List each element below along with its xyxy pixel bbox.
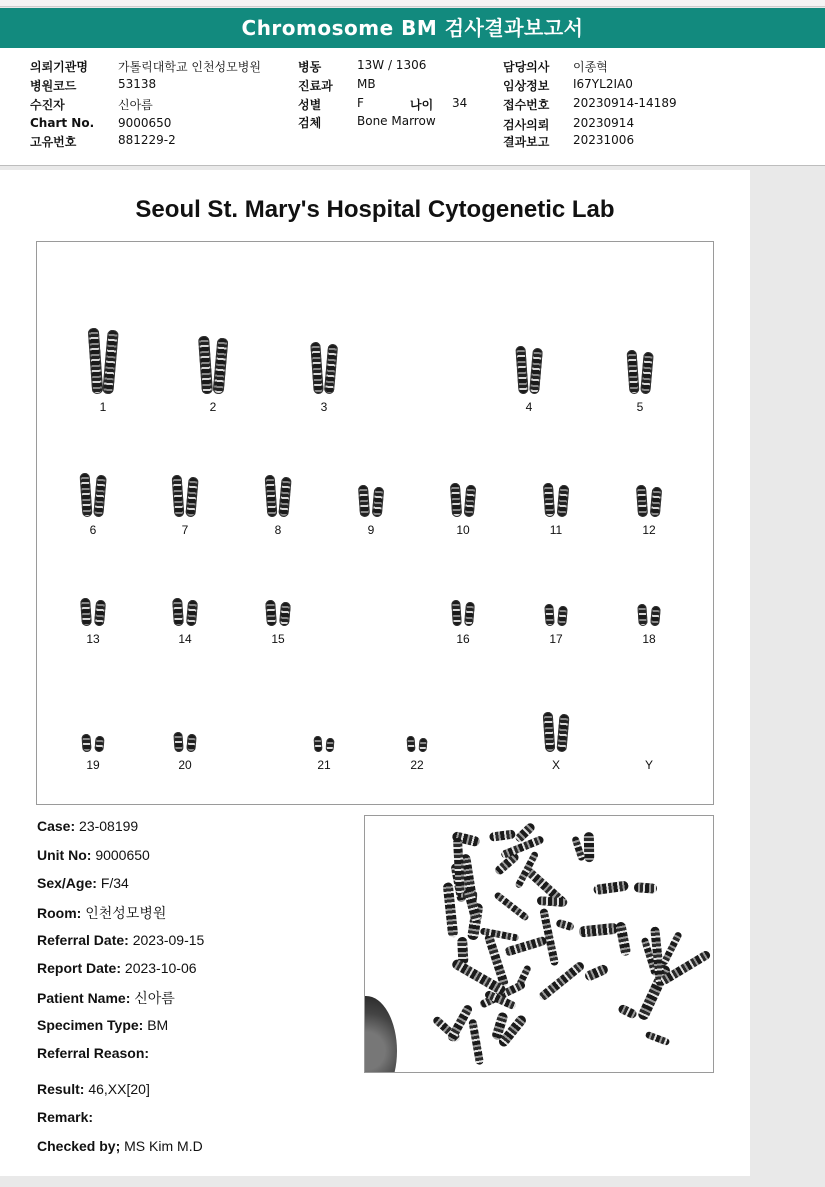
chromosome-18	[619, 604, 679, 646]
chromosome-label: 18	[642, 632, 656, 646]
detail-label: Specimen Type:	[37, 1017, 144, 1033]
chromatid-bar	[324, 344, 338, 395]
chromosome-label: 19	[86, 758, 100, 772]
lab-title: Seoul St. Mary's Hospital Cytogenetic Lab	[135, 196, 615, 223]
chromatid-bar	[310, 342, 324, 395]
top-border	[0, 0, 825, 7]
detail-label: Checked by;	[37, 1138, 121, 1154]
info-value: 9000650	[118, 116, 172, 130]
chromatid-bar	[543, 483, 555, 518]
chromosome-label: 22	[410, 758, 424, 772]
chromatid-bar	[186, 734, 197, 753]
chromosome-label: 20	[178, 758, 192, 772]
chromatid-bar	[102, 330, 119, 395]
detail-label: Unit No:	[37, 847, 92, 863]
metaphase-chromosome	[493, 891, 530, 922]
chromosome-label: 15	[271, 632, 285, 646]
chromatid-bar	[640, 352, 654, 395]
chromatid-bar	[313, 736, 322, 753]
chromatid-bar	[265, 475, 278, 518]
chromosome-17	[526, 604, 586, 646]
info-value: 53138	[118, 77, 157, 91]
info-value: 20230914-14189	[573, 96, 677, 110]
info-label: 병원코드	[30, 79, 77, 93]
chromatid-bar	[173, 732, 183, 753]
detail-label: Referral Date:	[37, 932, 129, 948]
detail-value: 2023-10-06	[124, 960, 197, 976]
info-value: I67YL2IA0	[573, 77, 633, 91]
chromatid-bar	[278, 477, 291, 518]
report-date-row	[37, 960, 197, 976]
chromosome-3	[294, 342, 354, 414]
nucleus-image	[364, 996, 397, 1073]
chromosome-1	[73, 328, 133, 414]
chromosome-label: 17	[549, 632, 563, 646]
chromatid-bar	[172, 475, 185, 518]
chromosome-label: 14	[178, 632, 192, 646]
patient-name-row	[37, 988, 175, 1008]
detail-value: F/34	[100, 875, 129, 891]
info-value: Bone Marrow	[357, 114, 436, 128]
chromosome-label: 16	[456, 632, 470, 646]
detail-label: Report Date:	[37, 960, 122, 976]
info-value: 20230914	[573, 116, 635, 130]
metaphase-chromosome	[579, 923, 619, 938]
chromosome-8	[248, 475, 308, 537]
info-label: 고유번호	[30, 135, 77, 149]
chromosome-22	[387, 736, 447, 772]
metaphase-chromosome	[538, 961, 586, 1002]
detail-value: BM	[147, 1017, 169, 1033]
chromosome-2	[183, 336, 243, 414]
metaphase-chromosome	[644, 1030, 670, 1046]
chromosome-16	[433, 600, 493, 646]
chromatid-bar	[557, 485, 570, 518]
checked-by-row	[37, 1138, 203, 1154]
info-value: 20231006	[573, 133, 635, 147]
metaphase-chromosome	[583, 963, 609, 982]
metaphase-chromosome	[584, 832, 595, 862]
info-label: 나이	[410, 98, 434, 112]
info-value: F	[357, 96, 364, 110]
chromatid-bar	[543, 712, 556, 753]
detail-value: 9000650	[95, 847, 150, 863]
chromosome-6	[63, 473, 123, 537]
detail-value: 신아름	[134, 990, 175, 1006]
chromosome-14	[155, 598, 215, 646]
info-value: 881229-2	[118, 133, 176, 147]
metaphase-chromosome	[617, 1004, 638, 1020]
patient-info-panel	[0, 48, 825, 166]
chromatid-bar	[372, 487, 385, 518]
detail-label: Result:	[37, 1081, 85, 1097]
chromatid-bar	[418, 738, 427, 753]
info-label: 담당의사	[503, 60, 550, 74]
detail-value: MS Kim M.D	[124, 1138, 203, 1154]
chromosome-label: 3	[320, 400, 328, 414]
chromatid-bar	[265, 600, 277, 627]
chromatid-bar	[198, 336, 213, 395]
metaphase-chromosome	[537, 896, 566, 907]
karyogram-panel	[36, 241, 714, 805]
specimen-type-row	[37, 1017, 168, 1033]
metaphase-chromosome	[615, 921, 631, 957]
chromatid-bar	[464, 485, 477, 518]
chromosome-label: X	[551, 758, 560, 772]
detail-value: 인천성모병원	[85, 905, 167, 921]
chromosome-label: 12	[642, 523, 656, 537]
chromatid-bar	[79, 473, 92, 518]
chromosome-label: 9	[367, 523, 375, 537]
chromosome-13	[63, 598, 123, 646]
chromosome-19	[63, 734, 123, 772]
info-label: 의뢰기관명	[30, 60, 88, 74]
chromosome-7	[155, 475, 215, 537]
info-label: 성별	[298, 98, 322, 112]
chromatid-bar	[88, 328, 104, 395]
chromatid-bar	[529, 348, 543, 395]
info-label: 결과보고	[503, 135, 550, 149]
chromosome-x	[526, 712, 586, 772]
chromosome-label: 8	[274, 523, 282, 537]
metaphase-chromosome	[634, 882, 658, 894]
detail-value: 2023-09-15	[132, 932, 205, 948]
chromosome-label: 10	[456, 523, 470, 537]
chromosome-5	[610, 350, 670, 414]
info-value: 13W / 1306	[357, 58, 427, 72]
detail-label: Sex/Age:	[37, 875, 97, 891]
detail-label: Remark:	[37, 1109, 94, 1125]
chromatid-bar	[80, 598, 92, 627]
chromatid-bar	[636, 485, 648, 518]
chromatid-bar	[325, 738, 334, 753]
chromosome-4	[499, 346, 559, 414]
chromosome-12	[619, 485, 679, 537]
chromatid-bar	[406, 736, 415, 753]
chromatid-bar	[515, 346, 528, 395]
chromatid-bar	[626, 350, 639, 395]
info-label: 검체	[298, 116, 322, 130]
chromatid-bar	[557, 606, 568, 627]
detail-value: 23-08199	[79, 818, 139, 834]
metaphase-chromosome	[660, 931, 683, 967]
detail-label: Patient Name:	[37, 990, 131, 1006]
metaphase-chromosome	[594, 881, 630, 895]
chromatid-bar	[185, 477, 198, 518]
info-value: 신아름	[118, 98, 153, 112]
chromatid-bar	[94, 600, 106, 627]
chromatid-bar	[464, 602, 475, 627]
chromosome-label: 21	[317, 758, 331, 772]
chromatid-bar	[94, 736, 104, 753]
info-label: 검사의뢰	[503, 118, 550, 132]
chromatid-bar	[451, 600, 462, 627]
chromatid-bar	[93, 475, 107, 518]
detail-value: 46,XX[20]	[88, 1081, 150, 1097]
chromosome-10	[433, 483, 493, 537]
metaphase-chromosome	[453, 838, 465, 894]
info-row	[30, 58, 88, 75]
chromosome-label: 1	[99, 400, 107, 414]
chromatid-bar	[213, 338, 229, 395]
chromosome-label: 13	[86, 632, 100, 646]
metaphase-chromosome	[468, 1019, 484, 1066]
info-label: 진료과	[298, 79, 333, 93]
room-row	[37, 903, 166, 923]
chromosome-label: 7	[181, 523, 189, 537]
chromosome-20	[155, 732, 215, 772]
info-label: Chart No.	[30, 116, 95, 130]
metaphase-image	[364, 815, 714, 1073]
detail-label: Referral Reason:	[37, 1045, 150, 1061]
chromosome-y	[619, 752, 679, 772]
case-row	[37, 818, 138, 834]
chromosome-9	[341, 485, 401, 537]
detail-label: Case:	[37, 818, 76, 834]
chromosome-15	[248, 600, 308, 646]
chromosome-label: 5	[636, 400, 644, 414]
referral-reason-row	[37, 1045, 149, 1061]
chromosome-label: 6	[89, 523, 97, 537]
sex-age-row	[37, 875, 129, 891]
chromatid-bar	[358, 485, 370, 518]
info-value: 이종혁	[573, 60, 608, 74]
info-label: 수진자	[30, 98, 65, 112]
info-label: 임상정보	[503, 79, 550, 93]
chromosome-label: 4	[525, 400, 533, 414]
info-value: MB	[357, 77, 376, 91]
chromatid-bar	[650, 606, 661, 627]
chromosome-label: 2	[209, 400, 217, 414]
info-label: 접수번호	[503, 98, 550, 112]
chromosome-21	[294, 736, 354, 772]
result-row	[37, 1081, 150, 1097]
info-label: 병동	[298, 60, 322, 74]
chromosome-label: 11	[549, 523, 563, 537]
referral-date-row	[37, 932, 204, 948]
detail-label: Room:	[37, 905, 82, 921]
unit-no-row	[37, 847, 150, 863]
chromatid-bar	[172, 598, 184, 627]
metaphase-chromosome	[556, 918, 576, 931]
report-title: Chromosome BM 검사결과보고서	[0, 8, 825, 48]
remark-row	[37, 1109, 93, 1125]
chromosome-11	[526, 483, 586, 537]
chromosome-label: Y	[644, 758, 653, 772]
chromatid-bar	[556, 714, 569, 753]
chromatid-bar	[279, 602, 291, 627]
chromatid-bar	[650, 487, 663, 518]
info-value: 34	[452, 96, 468, 110]
metaphase-chromosome	[488, 829, 515, 842]
chromatid-bar	[81, 734, 91, 753]
chromatid-bar	[186, 600, 198, 627]
chromatid-bar	[450, 483, 462, 518]
chromatid-bar	[544, 604, 555, 627]
chromatid-bar	[637, 604, 648, 627]
info-value: 가톨릭대학교 인천성모병원	[118, 60, 261, 74]
